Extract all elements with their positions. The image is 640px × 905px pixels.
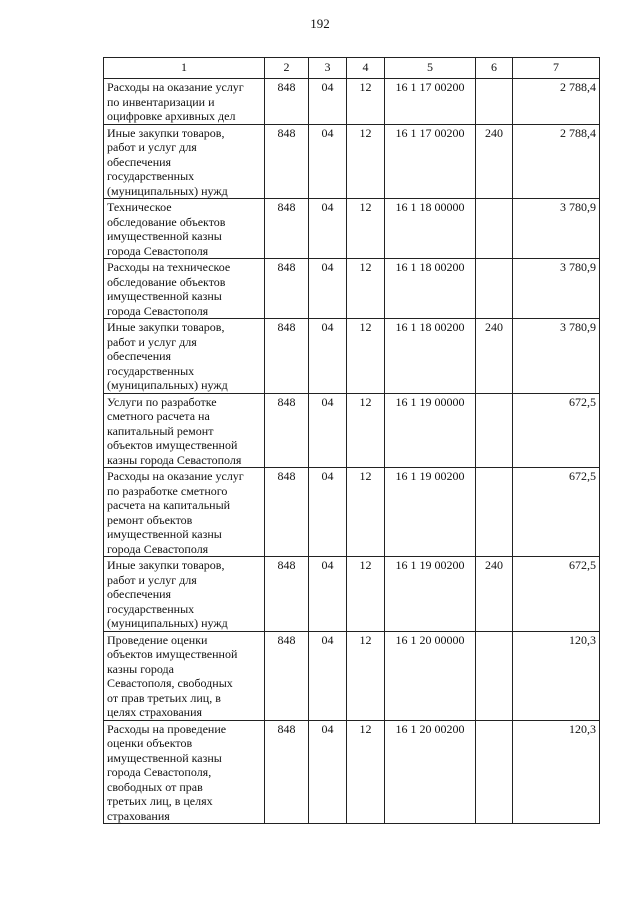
section-code-cell: 04 <box>309 631 347 720</box>
column-header: 1 <box>104 58 265 79</box>
expense-type-cell: 240 <box>476 319 513 394</box>
page-number: 192 <box>310 16 330 31</box>
target-article-cell: 16 1 17 00200 <box>385 124 476 199</box>
table-row <box>104 468 600 557</box>
section-code-cell: 04 <box>309 319 347 394</box>
header-row <box>104 58 600 79</box>
expense-name-line: работ и услуг для <box>107 140 197 154</box>
target-article-cell: 16 1 19 00000 <box>385 393 476 468</box>
expense-name-line: имущественной казны <box>107 289 222 303</box>
ministry-code-cell: 848 <box>265 79 309 125</box>
section-code-cell: 04 <box>309 468 347 557</box>
expense-name-line: обследование объектов <box>107 274 226 289</box>
expense-name-line: Расходы на оказание услуг <box>107 80 244 94</box>
table-row <box>104 393 600 468</box>
section-code-cell: 04 <box>309 557 347 632</box>
expense-name-line: по инвентаризации и <box>107 94 215 109</box>
expense-name-line: целях страхования <box>107 705 203 719</box>
subsection-code-cell: 12 <box>347 319 385 394</box>
expense-name-line: обеспечения <box>107 587 172 601</box>
table-row <box>104 319 600 394</box>
expense-name-line: имущественной казны <box>107 229 222 243</box>
ministry-code-cell: 848 <box>265 631 309 720</box>
expense-name-line: Расходы на оказание услуг <box>107 469 244 483</box>
table-row <box>104 124 600 199</box>
subsection-code-cell: 12 <box>347 468 385 557</box>
expense-name-line: города Севастополя, <box>107 765 212 779</box>
column-header: 6 <box>476 58 513 79</box>
expense-name-line: Иные закупки товаров, <box>107 125 225 140</box>
expense-type-cell <box>476 259 513 319</box>
column-header: 7 <box>513 58 600 79</box>
column-header: 5 <box>385 58 476 79</box>
expense-name-line: города Севастополя <box>107 303 209 318</box>
expense-name-line: Иные закупки товаров, <box>107 558 225 572</box>
expense-name-line: обследование объектов <box>107 214 226 229</box>
expense-name-line: работ и услуг для <box>107 572 197 587</box>
ministry-code-cell: 848 <box>265 259 309 319</box>
table-body <box>104 79 600 824</box>
budget-table <box>103 57 600 824</box>
expense-name-line: Расходы на техническое <box>107 260 231 274</box>
expense-name-line: работ и услуг для <box>107 334 197 349</box>
expense-type-cell: 240 <box>476 557 513 632</box>
subsection-code-cell: 12 <box>347 199 385 259</box>
target-article-cell: 16 1 18 00200 <box>385 259 476 319</box>
expense-name-cell <box>104 259 265 319</box>
expense-name-line: свободных от прав <box>107 779 203 794</box>
expense-type-cell <box>476 720 513 824</box>
expense-name-line: Техническое <box>107 200 172 214</box>
column-header: 2 <box>265 58 309 79</box>
section-code-cell: 04 <box>309 199 347 259</box>
expense-name-cell <box>104 199 265 259</box>
amount-cell: 672,5 <box>513 557 600 632</box>
target-article-cell: 16 1 20 00000 <box>385 631 476 720</box>
amount-cell: 120,3 <box>513 720 600 824</box>
column-header: 4 <box>347 58 385 79</box>
amount-cell: 672,5 <box>513 468 600 557</box>
expense-name-line: государственных <box>107 363 195 378</box>
expense-name-line: Севастополя, свободных <box>107 676 233 690</box>
expense-name-line: оцифровке архивных дел <box>107 109 236 123</box>
table-row <box>104 199 600 259</box>
amount-cell: 120,3 <box>513 631 600 720</box>
subsection-code-cell: 12 <box>347 720 385 824</box>
ministry-code-cell: 848 <box>265 199 309 259</box>
target-article-cell: 16 1 19 00200 <box>385 468 476 557</box>
table-row <box>104 259 600 319</box>
expense-type-cell <box>476 199 513 259</box>
expense-name-cell <box>104 557 265 632</box>
expense-name-line: объектов имущественной <box>107 647 238 661</box>
expense-name-line: (муниципальных) нужд <box>107 378 228 392</box>
expense-name-line: (муниципальных) нужд <box>107 183 228 198</box>
expense-type-cell: 240 <box>476 124 513 199</box>
expense-name-line: казны города <box>107 661 174 676</box>
column-header: 3 <box>309 58 347 79</box>
subsection-code-cell: 12 <box>347 259 385 319</box>
ministry-code-cell: 848 <box>265 393 309 468</box>
ministry-code-cell: 848 <box>265 319 309 394</box>
expense-name-line: имущественной казны <box>107 527 222 541</box>
expense-name-line: ремонт объектов <box>107 512 193 527</box>
expense-name-cell <box>104 720 265 824</box>
expense-name-line: имущественной казны <box>107 750 222 765</box>
expense-name-line: Проведение оценки <box>107 632 208 647</box>
ministry-code-cell: 848 <box>265 557 309 632</box>
expense-name-line: обеспечения <box>107 349 172 363</box>
target-article-cell: 16 1 18 00000 <box>385 199 476 259</box>
section-code-cell: 04 <box>309 259 347 319</box>
section-code-cell: 04 <box>309 393 347 468</box>
table-row <box>104 720 600 824</box>
amount-cell: 3 780,9 <box>513 199 600 259</box>
amount-cell: 672,5 <box>513 393 600 468</box>
expense-name-line: расчета на капитальный <box>107 498 231 512</box>
expense-name-line: государственных <box>107 169 195 183</box>
expense-name-cell <box>104 319 265 394</box>
expense-name-cell <box>104 79 265 125</box>
expense-name-line: государственных <box>107 601 195 616</box>
expense-name-line: по разработке сметного <box>107 483 228 498</box>
subsection-code-cell: 12 <box>347 631 385 720</box>
expense-type-cell <box>476 79 513 125</box>
expense-name-line: казны города Севастополя <box>107 452 242 467</box>
expense-type-cell <box>476 393 513 468</box>
expense-name-cell <box>104 393 265 468</box>
subsection-code-cell: 12 <box>347 557 385 632</box>
section-code-cell: 04 <box>309 124 347 199</box>
expense-type-cell <box>476 468 513 557</box>
ministry-code-cell: 848 <box>265 468 309 557</box>
amount-cell: 3 780,9 <box>513 319 600 394</box>
ministry-code-cell: 848 <box>265 720 309 824</box>
target-article-cell: 16 1 20 00200 <box>385 720 476 824</box>
expense-name-cell <box>104 631 265 720</box>
amount-cell: 3 780,9 <box>513 259 600 319</box>
target-article-cell: 16 1 18 00200 <box>385 319 476 394</box>
subsection-code-cell: 12 <box>347 124 385 199</box>
expense-type-cell <box>476 631 513 720</box>
expense-name-line: от прав третьих лиц, в <box>107 690 221 705</box>
section-code-cell: 04 <box>309 79 347 125</box>
target-article-cell: 16 1 19 00200 <box>385 557 476 632</box>
expense-name-line: города Севастополя <box>107 243 209 258</box>
expense-name-line: Расходы на проведение <box>107 721 227 736</box>
expense-name-cell <box>104 468 265 557</box>
expense-name-cell <box>104 124 265 199</box>
expense-name-line: сметного расчета на <box>107 409 210 423</box>
expense-name-line: капитальный ремонт <box>107 423 214 438</box>
expense-name-line: Иные закупки товаров, <box>107 320 225 334</box>
expense-name-line: Услуги по разработке <box>107 394 217 409</box>
table-row <box>104 557 600 632</box>
expense-name-line: страхования <box>107 808 170 823</box>
table-row <box>104 631 600 720</box>
expense-name-line: объектов имущественной <box>107 438 238 452</box>
expense-name-line: (муниципальных) нужд <box>107 616 228 630</box>
target-article-cell: 16 1 17 00200 <box>385 79 476 125</box>
table-row <box>104 79 600 125</box>
section-code-cell: 04 <box>309 720 347 824</box>
expense-name-line: оценки объектов <box>107 736 193 750</box>
ministry-code-cell: 848 <box>265 124 309 199</box>
expense-name-line: обеспечения <box>107 154 172 169</box>
subsection-code-cell: 12 <box>347 393 385 468</box>
amount-cell: 2 788,4 <box>513 79 600 125</box>
expense-name-line: города Севастополя <box>107 541 209 556</box>
amount-cell: 2 788,4 <box>513 124 600 199</box>
expense-name-line: третьих лиц, в целях <box>107 794 213 808</box>
subsection-code-cell: 12 <box>347 79 385 125</box>
